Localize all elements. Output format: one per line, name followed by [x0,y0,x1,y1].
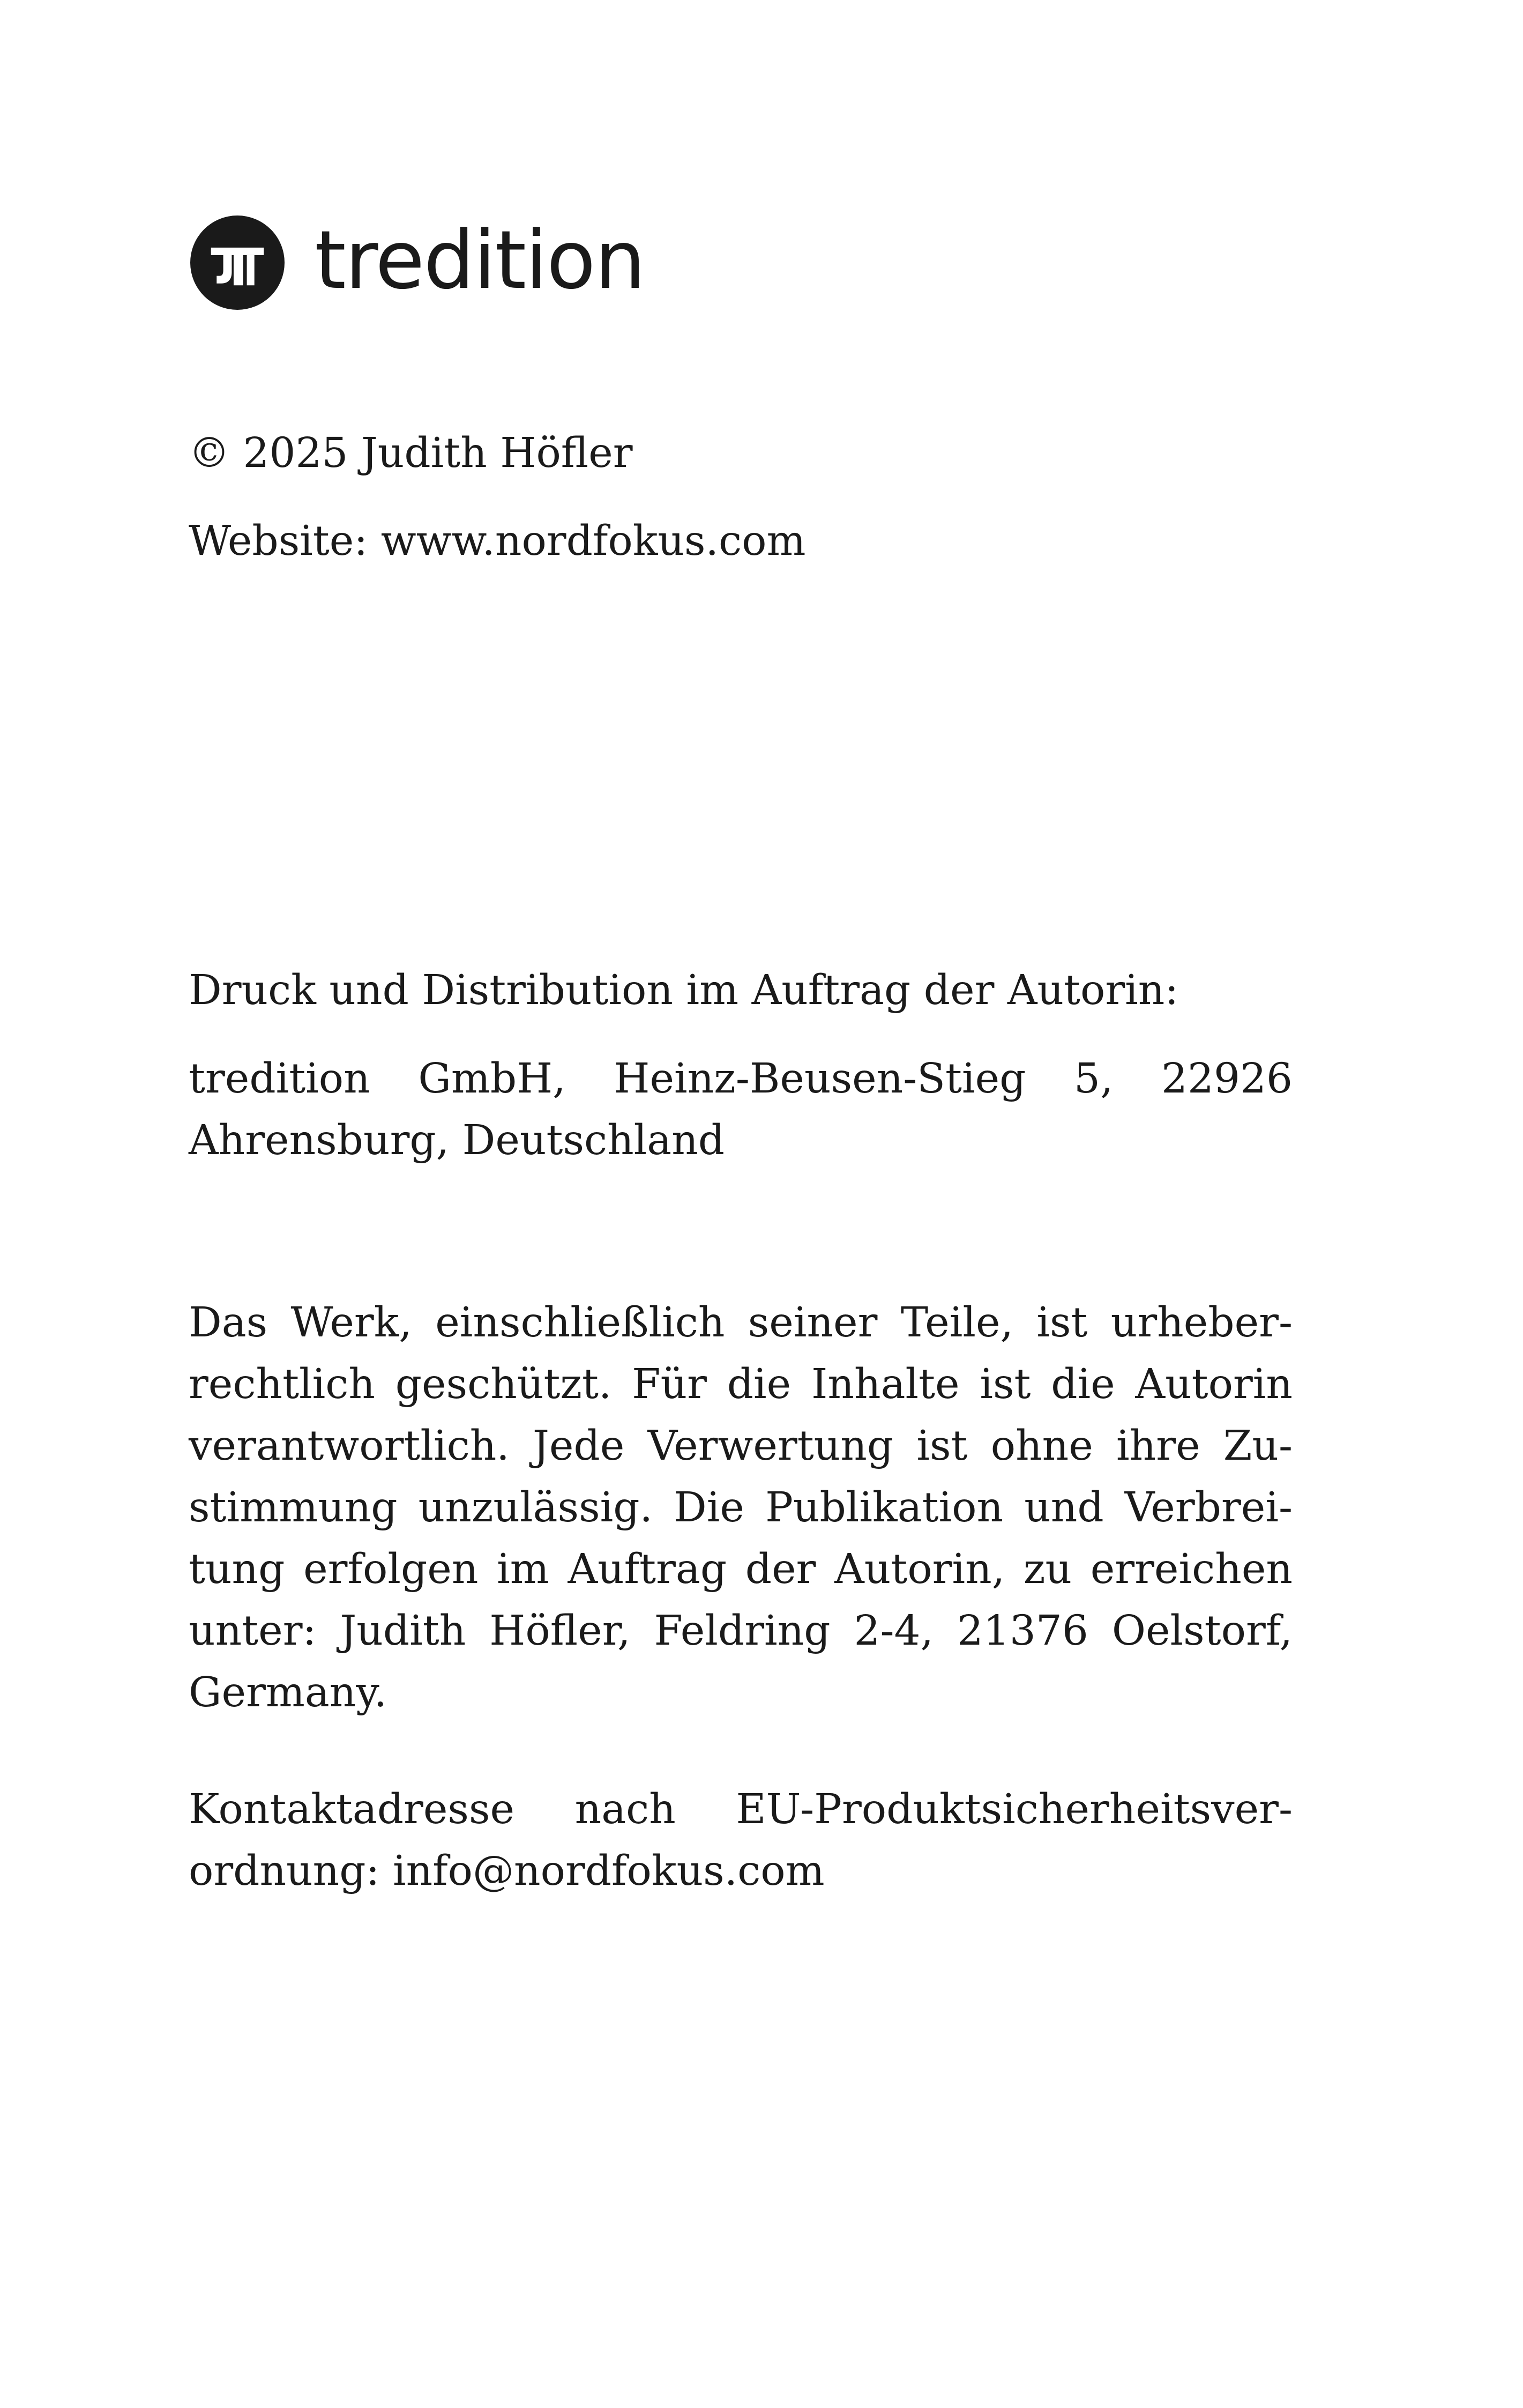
rights-line: Das Werk, einschließlich seiner Teile, ist urheber- [189,1299,1293,1347]
contact-paragraph [189,1779,1293,1902]
tredition-emblem-icon [190,215,285,310]
rights-paragraph [189,1292,1293,1723]
publisher-wordmark: tredition [315,214,645,307]
rights-line: Germany. [189,1669,387,1716]
rights-line: tung erfolgen im Auftrag der Autorin, zu erreichen [189,1545,1293,1593]
contact-line: Kontaktadresse nach EU-Produktsicherheitsver- [189,1786,1293,1833]
website-line: Website: www.nordfokus.com [189,517,806,565]
rights-line: stimmung unzulässig. Die Publikation und Verbrei- [189,1484,1293,1532]
copyright-line: © 2025 Judith Höfler [189,429,633,477]
print-address-block [189,1048,1293,1171]
rights-line: verantwortlich. Jede Verwertung ist ohne ihre Zu- [189,1422,1293,1470]
copyright-block [189,422,1293,484]
print-heading-block [189,960,1293,1021]
print-address-line: tredition GmbH, Heinz-Beusen-Stieg 5, 22926 [189,1055,1293,1103]
publisher-logo [190,215,645,310]
print-address-line: Ahrensburg, Deutschland [189,1117,725,1164]
rights-line: rechtlich geschützt. Für die Inhalte ist die Autorin [189,1361,1293,1408]
website-block [189,510,1293,572]
print-heading: Druck und Distribution im Auftrag der Autorin: [189,967,1179,1014]
rights-line: unter: Judith Höfler, Feldring 2-4, 21376 Oelstorf, [189,1607,1293,1655]
contact-line: ordnung: info@nordfokus.com [189,1847,825,1895]
